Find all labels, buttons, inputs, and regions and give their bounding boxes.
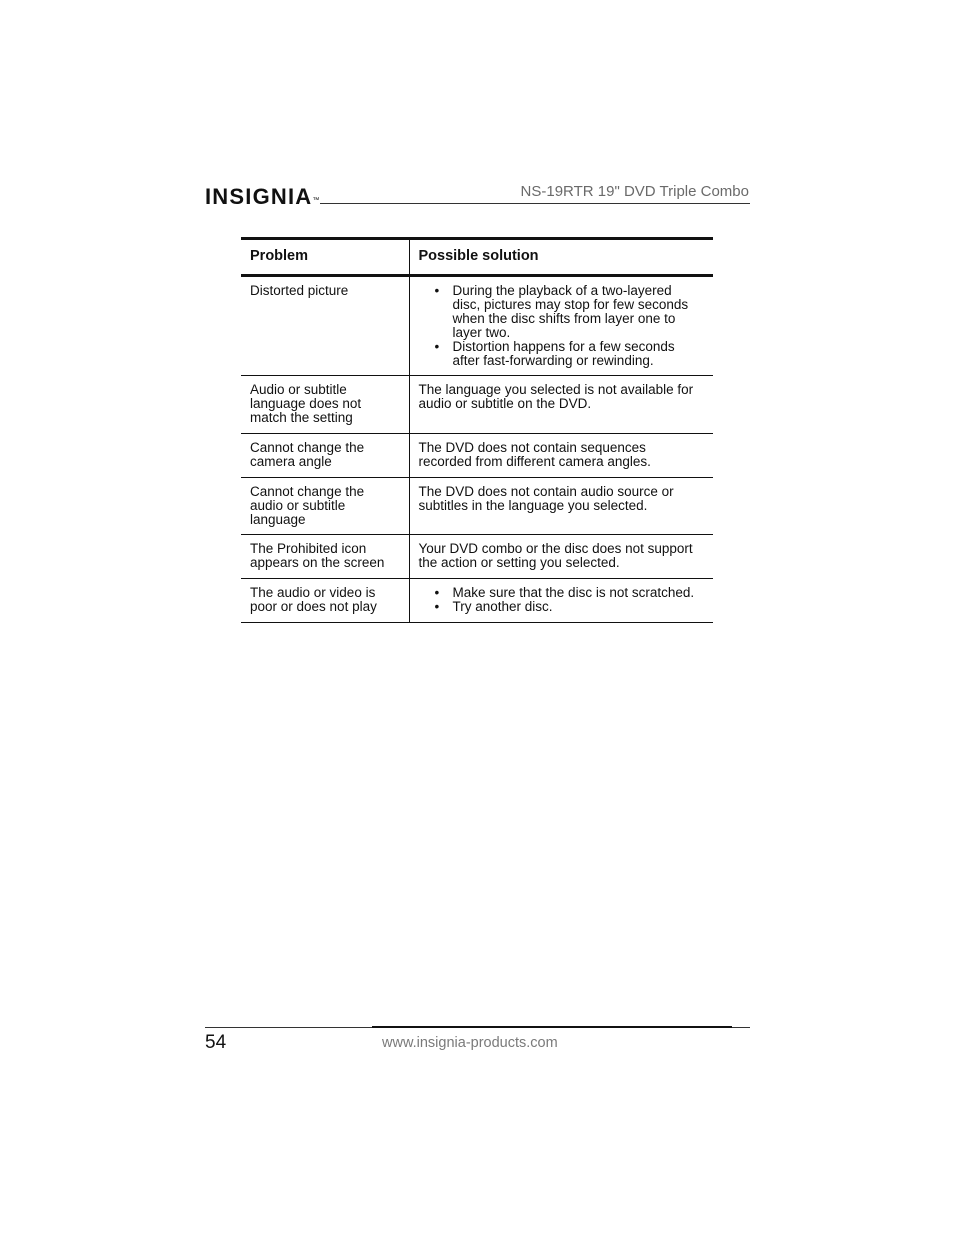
text-line: camera angle [250,454,332,469]
text-line: disc, pictures may stop for few seconds [452,297,689,312]
header-rule [320,203,750,204]
footer-url: www.insignia-products.com [382,1035,558,1051]
solution-cell [409,276,713,376]
text-line: layer two. [452,325,511,340]
text-line: audio or subtitle [250,498,346,513]
logo-trademark: ™ [312,197,320,204]
text-line: Distortion happens for a few seconds [452,339,675,354]
header-title: NS-19RTR 19" DVD Triple Combo [520,183,749,200]
page-number: 54 [205,1032,227,1053]
text-line: subtitles in the language you selected. [418,498,648,513]
text-line: appears on the screen [250,555,385,570]
solution-cell [409,376,713,434]
text-line: match the setting [250,410,353,425]
list-item [419,600,705,614]
table-header-row [241,239,713,276]
solution-cell [409,579,713,623]
text-line: Your DVD combo or the disc does not support [418,541,693,556]
problem-cell [241,276,409,376]
text-line: The DVD does not contain sequences [418,440,646,455]
text-line: audio or subtitle on the DVD. [418,396,592,411]
text-line: the action or setting you selected. [418,555,620,570]
text-line: Try another disc. [452,599,553,614]
text-line: The Prohibited icon [250,541,367,556]
text-line: The audio or video is [250,585,376,600]
bullet-icon: • [434,283,440,298]
list-item [419,284,705,340]
problem-cell [241,434,409,478]
text-line: Audio or subtitle [250,382,347,397]
text-line: During the playback of a two-layered [452,283,672,298]
text-line: Cannot change the [250,484,365,499]
text-line: Distorted picture [250,283,349,298]
text-line: poor or does not play [250,599,377,614]
table-row [241,376,713,434]
text-line: when the disc shifts from layer one to [452,311,676,326]
column-header-solution: Possible solution [409,239,713,276]
solution-bullet-list [419,284,705,368]
text-line: after fast-forwarding or rewinding. [452,353,654,368]
text-line: language [250,512,306,527]
solution-cell [409,478,713,535]
solution-cell [409,434,713,478]
problem-cell [241,478,409,535]
column-header-problem: Problem [241,239,409,276]
text-line: The language you selected is not available for [418,382,694,397]
solution-cell [409,535,713,579]
problem-cell [241,535,409,579]
insignia-logo [205,182,319,212]
problem-cell [241,376,409,434]
text-line: recorded from different camera angles. [418,454,651,469]
table-row [241,434,713,478]
list-item [419,340,705,368]
table-row [241,478,713,535]
text-line: The DVD does not contain audio source or [418,484,674,499]
text-line: Make sure that the disc is not scratched. [452,585,695,600]
list-item [419,586,705,600]
bullet-icon: • [434,339,440,354]
troubleshooting-table [241,237,713,623]
bullet-icon: • [434,599,440,614]
table-row [241,276,713,376]
text-line: language does not [250,396,362,411]
table-row [241,535,713,579]
text-line: Cannot change the [250,440,365,455]
table-row [241,579,713,623]
bullet-icon: • [434,585,440,600]
logo-text: INSIGNIA [205,184,313,209]
footer-rule-accent [372,1026,732,1028]
solution-bullet-list [419,586,705,614]
problem-cell [241,579,409,623]
